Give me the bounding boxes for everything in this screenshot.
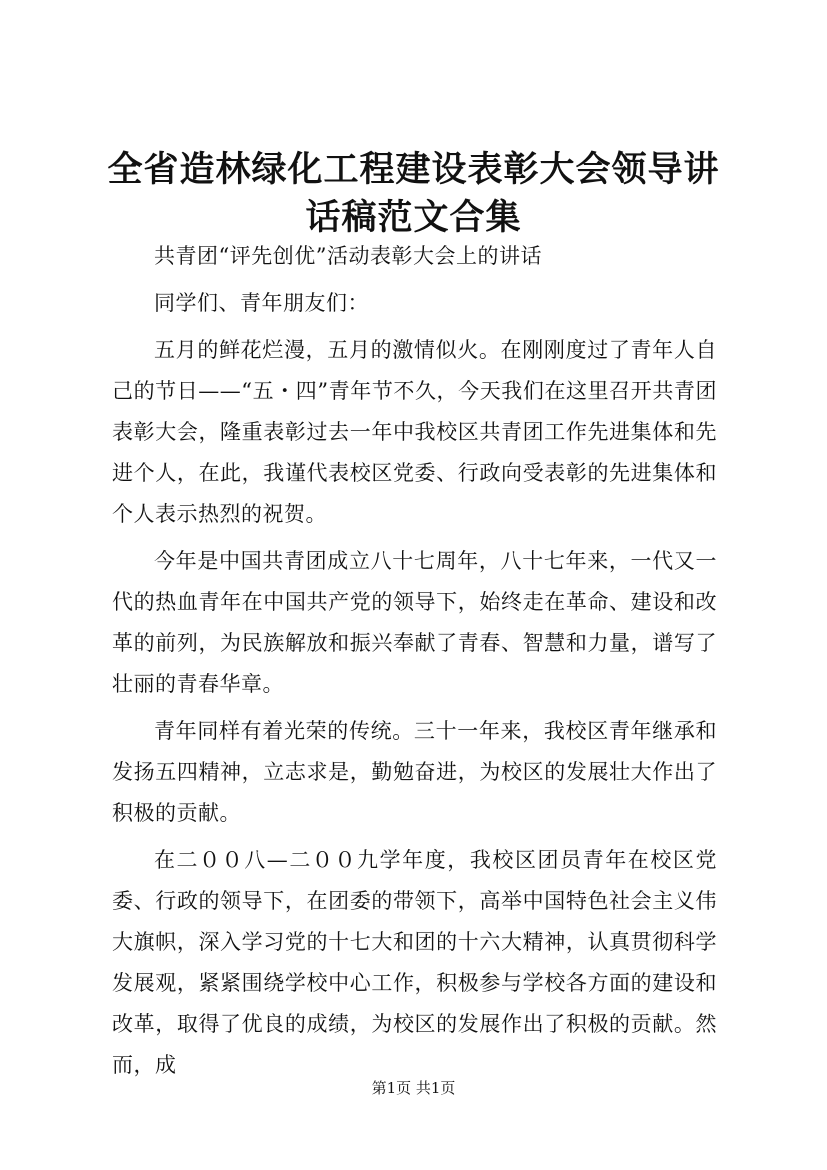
page-number-footer: 第1页 共1页 <box>371 1079 456 1097</box>
document-title: 全省造林绿化工程建设表彰大会领导讲话稿范文合集 <box>107 149 720 238</box>
paragraph: 今年是中国共青团成立八十七周年，八十七年来，一代又一代的热血青年在中国共产党的领导下，始终走在革命、建设和改革的前列，为民族解放和振兴奉献了青春、智慧和力量，谱写了壮丽的青春华章。 <box>112 549 717 696</box>
paragraph: 五月的鲜花烂漫，五月的激情似火。在刚刚度过了青年人自己的节日——“五・四”青年节不久，今天我们在这里召开共青团表彰大会，隆重表彰过去一年中我校区共青团工作先进集体和先进个人，在此，我谨代表校区党委、行政向受表彰的先进集体和个人表示热烈的祝贺。 <box>112 338 717 526</box>
paragraph-speech-heading: 共青团“评先创优”活动表彰大会上的讲话 <box>154 244 542 268</box>
paragraph: 青年同样有着光荣的传统。三十一年来，我校区青年继承和发扬五四精神，立志求是，勤勉奋进，为校区的发展壮大作出了积极的贡献。 <box>112 719 717 825</box>
document-body <box>112 236 717 1092</box>
paragraph: 在二００八—二００九学年度，我校区团员青年在校区党委、行政的领导下，在团委的带领下，高举中国特色社会主义伟大旗帜，深入学习党的十七大和团的十六大精神，认真贯彻科学发展观，紧紧围绕学校中心工作，积极参与学校各方面的建设和改革，取得了优良的成绩，为校区的发展作出了积极的贡献。然而，成 <box>112 848 717 1077</box>
paragraph-salutation: 同学们、青年朋友们： <box>154 291 369 315</box>
